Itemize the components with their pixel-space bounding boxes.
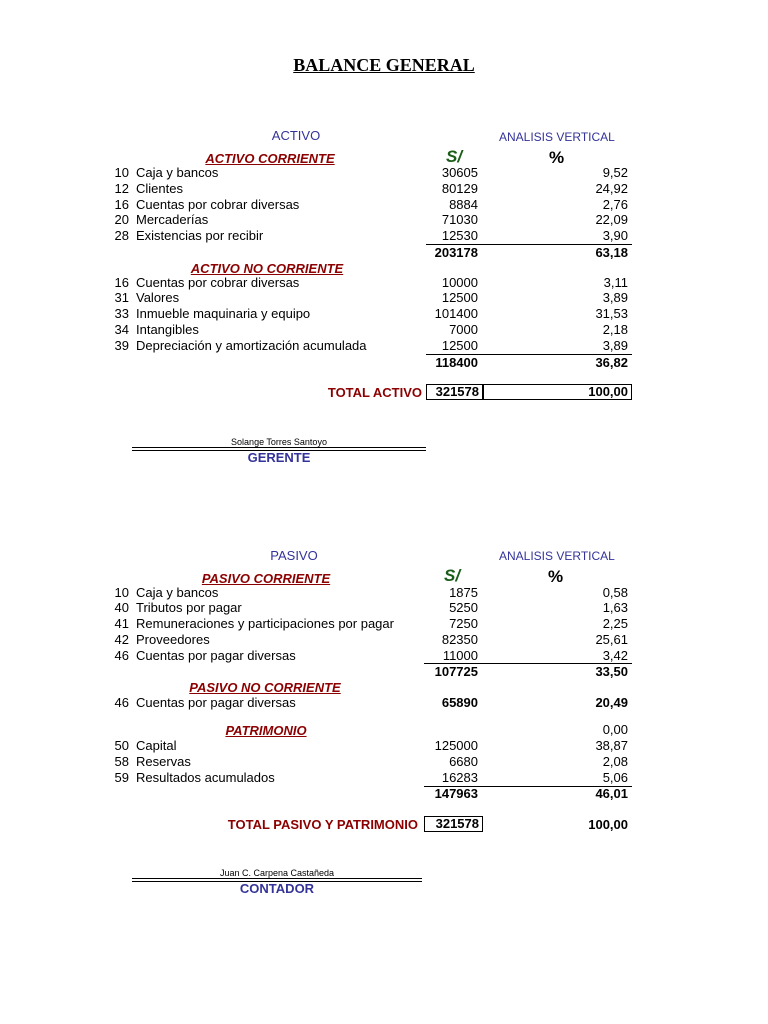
table-row-amount: 7250 xyxy=(449,616,478,631)
table-row-percent: 2,76 xyxy=(602,197,628,212)
activo-corriente-subtotal-amount: 203178 xyxy=(434,245,478,260)
total-activo-amount: 321578 xyxy=(426,384,483,400)
table-row-code: 10 xyxy=(114,585,129,600)
activo-header: ACTIVO xyxy=(271,128,321,143)
table-row-percent: 38,87 xyxy=(595,738,628,753)
table-row-name: Cuentas por pagar diversas xyxy=(136,648,296,663)
table-row-code: 41 xyxy=(114,616,129,631)
table-row-percent: 20,49 xyxy=(595,695,628,710)
total-pasivo-patrimonio-label: TOTAL PASIVO Y PATRIMONIO xyxy=(227,817,418,832)
table-row-name: Intangibles xyxy=(136,322,199,337)
table-row-amount: 71030 xyxy=(441,212,478,227)
patrimonio-percent: 0,00 xyxy=(602,722,628,737)
table-row-name: Clientes xyxy=(136,181,183,196)
table-row-code: 46 xyxy=(114,695,129,710)
table-row-code: 16 xyxy=(114,275,129,290)
table-row-code: 46 xyxy=(114,648,129,663)
table-row-name: Inmueble maquinaria y equipo xyxy=(136,306,311,321)
table-row-code: 50 xyxy=(114,738,129,753)
table-row-amount: 80129 xyxy=(441,181,478,196)
gerente-role-label: GERENTE xyxy=(247,450,311,465)
table-row-amount: 65890 xyxy=(441,695,478,710)
table-row-amount: 5250 xyxy=(449,600,478,615)
table-row-percent: 22,09 xyxy=(595,212,628,227)
table-row-percent: 2,25 xyxy=(602,616,628,631)
table-row-code: 10 xyxy=(114,165,129,180)
activo-no-corriente-label: ACTIVO NO CORRIENTE xyxy=(190,261,344,276)
table-row-name: Cuentas por cobrar diversas xyxy=(136,275,300,290)
table-row-code: 40 xyxy=(114,600,129,615)
pasivo-currency-label: S/ xyxy=(444,566,461,585)
activo-corriente-subtotal-percent: 63,18 xyxy=(595,245,628,260)
table-row-name: Tributos por pagar xyxy=(136,600,242,615)
contador-signer-name: Juan C. Carpena Castañeda xyxy=(219,868,335,878)
table-row-name: Remuneraciones y participaciones por pagar xyxy=(136,616,394,631)
table-row-name: Capital xyxy=(136,738,177,753)
table-row-name: Valores xyxy=(136,290,180,305)
table-row-name: Cuentas por cobrar diversas xyxy=(136,197,300,212)
table-row-amount: 16283 xyxy=(441,770,478,785)
patrimonio-label: PATRIMONIO xyxy=(225,723,307,738)
table-row-amount: 11000 xyxy=(442,648,478,663)
table-row-percent: 2,08 xyxy=(602,754,628,769)
table-row-amount: 30605 xyxy=(441,165,478,180)
table-row-name: Caja y bancos xyxy=(136,585,219,600)
table-row-name: Proveedores xyxy=(136,632,210,647)
table-row-amount: 10000 xyxy=(441,275,478,290)
table-row-code: 59 xyxy=(114,770,129,785)
table-row-percent: 5,06 xyxy=(602,770,628,785)
total-activo-percent: 100,00 xyxy=(483,384,632,400)
total-pasivo-patrimonio-percent: 100,00 xyxy=(588,817,628,832)
table-row-code: 42 xyxy=(114,632,129,647)
table-row-amount: 12530 xyxy=(441,228,478,243)
table-row-percent: 3,89 xyxy=(602,338,628,353)
table-row-code: 28 xyxy=(114,228,129,243)
table-row-percent: 3,89 xyxy=(602,290,628,305)
activo-percent-label: % xyxy=(549,148,565,167)
activo-corriente-label: ACTIVO CORRIENTE xyxy=(205,151,335,166)
table-row-name: Mercaderías xyxy=(136,212,209,227)
table-row-code: 20 xyxy=(114,212,129,227)
pasivo-no-corriente-label: PASIVO NO CORRIENTE xyxy=(189,680,341,695)
table-row-amount: 1875 xyxy=(449,585,478,600)
activo-currency-label: S/ xyxy=(446,147,463,166)
table-row-percent: 2,18 xyxy=(602,322,628,337)
table-row-amount: 125000 xyxy=(434,738,478,753)
pasivo-corriente-subtotal-amount: 107725 xyxy=(434,664,478,679)
table-row-code: 58 xyxy=(114,754,129,769)
pasivo-header: PASIVO xyxy=(270,548,318,563)
pasivo-analisis-vertical: ANALISIS VERTICAL xyxy=(499,549,615,563)
table-row-code: 31 xyxy=(114,290,129,305)
pasivo-corriente-label: PASIVO CORRIENTE xyxy=(201,571,331,586)
table-row-name: Existencias por recibir xyxy=(136,228,264,243)
contador-role-label: CONTADOR xyxy=(239,881,315,896)
table-row-percent: 24,92 xyxy=(595,181,628,196)
table-row-percent: 3,42 xyxy=(602,648,628,663)
table-row-code: 39 xyxy=(114,338,129,353)
table-row-code: 12 xyxy=(114,181,129,196)
table-row-percent: 1,63 xyxy=(602,600,628,615)
table-row-amount: 101400 xyxy=(434,306,478,321)
table-row-amount: 82350 xyxy=(441,632,478,647)
table-row-amount: 12500 xyxy=(441,290,478,305)
pasivo-percent-label: % xyxy=(548,567,564,586)
activo-analisis-vertical: ANALISIS VERTICAL xyxy=(499,130,615,144)
table-row-amount: 6680 xyxy=(449,754,478,769)
table-row-name: Depreciación y amortización acumulada xyxy=(136,338,367,353)
patrimonio-subtotal-percent: 46,01 xyxy=(595,786,628,801)
gerente-signer-name: Solange Torres Santoyo xyxy=(231,437,327,447)
pasivo-corriente-subtotal-percent: 33,50 xyxy=(595,664,628,679)
total-activo-label: TOTAL ACTIVO xyxy=(327,385,422,400)
table-row-percent: 3,11 xyxy=(603,275,628,290)
table-row-percent: 0,58 xyxy=(602,585,628,600)
activo-no-corriente-subtotal-percent: 36,82 xyxy=(595,355,628,370)
patrimonio-subtotal-amount: 147963 xyxy=(434,786,478,801)
page-title: BALANCE GENERAL xyxy=(293,55,475,75)
table-row-code: 33 xyxy=(114,306,129,321)
table-row-name: Resultados acumulados xyxy=(136,770,275,785)
table-row-percent: 3,90 xyxy=(602,228,628,243)
table-row-percent: 9,52 xyxy=(602,165,628,180)
table-row-amount: 8884 xyxy=(449,197,478,212)
table-row-name: Cuentas por pagar diversas xyxy=(136,695,296,710)
total-pasivo-patrimonio-amount: 321578 xyxy=(424,816,483,832)
table-row-amount: 12500 xyxy=(441,338,478,353)
activo-no-corriente-subtotal-amount: 118400 xyxy=(435,355,478,370)
table-row-amount: 7000 xyxy=(449,322,478,337)
table-row-percent: 31,53 xyxy=(595,306,628,321)
table-row-code: 16 xyxy=(114,197,129,212)
table-row-name: Reservas xyxy=(136,754,191,769)
table-row-code: 34 xyxy=(114,322,129,337)
table-row-name: Caja y bancos xyxy=(136,165,219,180)
table-row-percent: 25,61 xyxy=(595,632,628,647)
